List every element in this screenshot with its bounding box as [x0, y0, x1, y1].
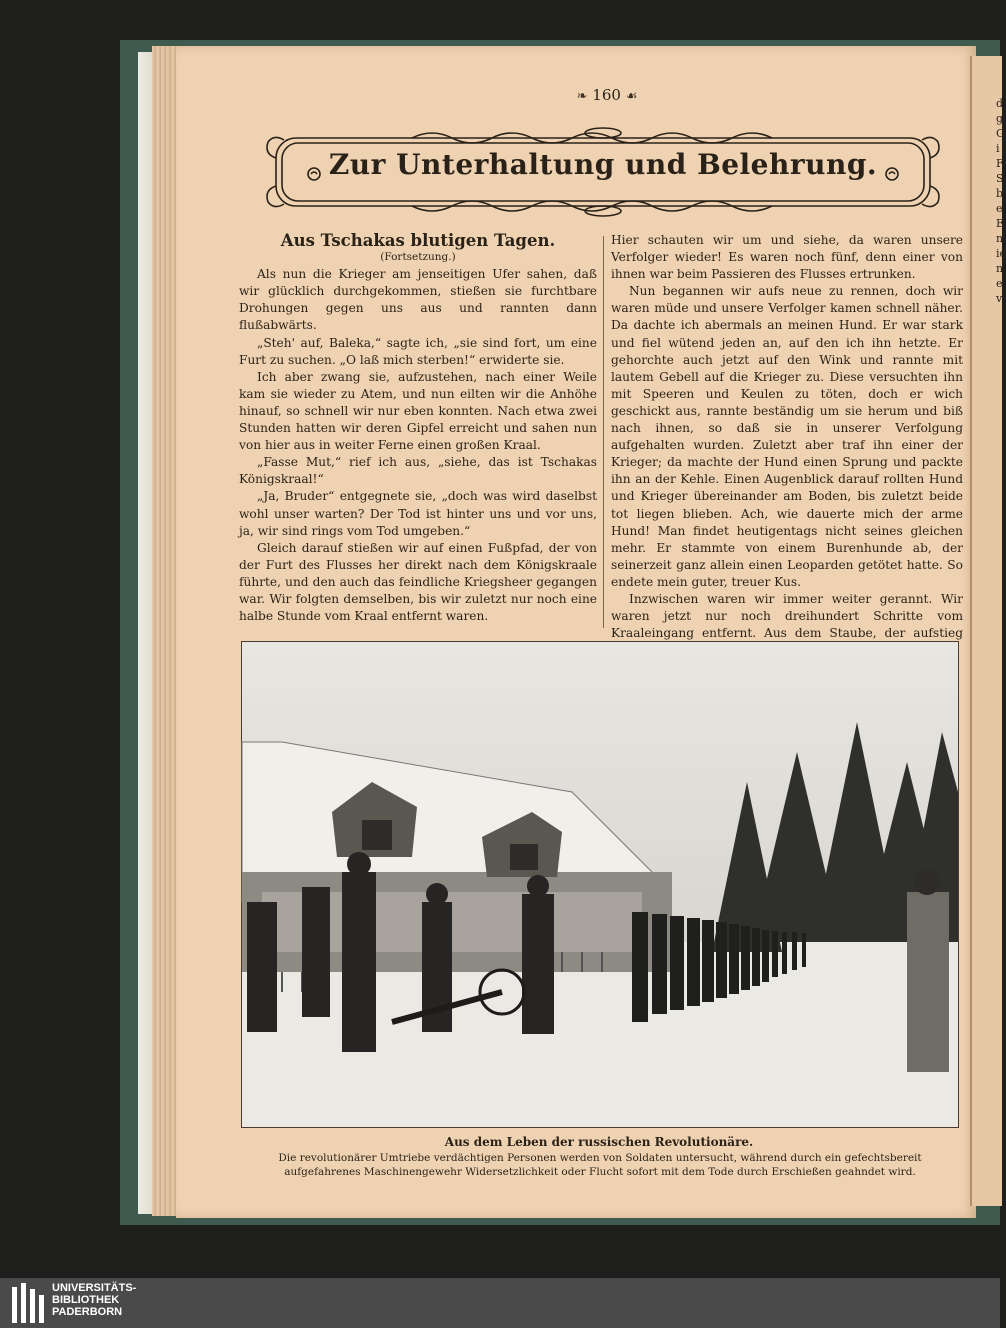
- library-name-line2: BIBLIOTHEK: [52, 1294, 120, 1306]
- caption-text: Die revolutionärer Umtriebe verdächtigen Personen werden von Soldaten untersucht, während durch ein gefechtsbereit aufgefahrenes Maschinengewehr Widersetzlichkeit oder Flucht sofort mit dem Tode durch Erschießen geahndet wird.: [278, 1152, 922, 1178]
- article-column-right: [611, 232, 963, 659]
- next-page-fragment: b: [996, 187, 1004, 200]
- ornament-right-icon: ☙: [625, 89, 638, 104]
- header-banner: [262, 128, 944, 216]
- ornament-left-icon: ❧: [576, 89, 588, 104]
- paragraph: „Ja, Bruder“ entgegnete sie, „doch was wird daselbst wohl unser warten? Der Tod ist hinter uns und vor uns, ja, wir sind rings vom Tod umgeben.“: [239, 489, 597, 538]
- paragraph: Gleich darauf stießen wir auf einen Fußpfad, der von der Furt des Flusses her direkt nach dem Königskraale führte, und den auch das feindliche Kriegsheer gegangen war. Wir folgten demselben, bis wir zuletzt nur noch eine halbe Stunde vom Kraal entfernt waren.: [239, 540, 597, 624]
- paragraph: Nun begannen wir aufs neue zu rennen, doch wir waren müde und unsere Verfolger kamen schnell näher. Da dachte ich abermals an meinen Hund. Er war stark und fiel wütend jeden an, auf den ich ihn hetzte. Er gehorchte auch jetzt auf den Wink und rannte mit lautem Gebell auf die Krieger zu. Diese versuchten ihn mit Speeren und Keulen zu töten, doch er wich geschickt aus, rannte beständig um sie herum und biß nach ihnen, so daß sie in unserer Verfolgung aufgehalten wurden. Zuletzt aber traf ihn einer der Krieger; da machte der Hund einen Sprung und packte ihn an der Kehle. Einen Augenblick darauf rollten Hund und Krieger übereinander am Boden, bis zuletzt beide tot liegen blieben. Ach, wie dauerte mich der arme Hund! Man findet heutigentags nicht seines gleichen mehr. Er stammte von einem Burenhunde ab, der seinerzeit ganz allein einen Leoparden getötet hatte. So endete mein guter, treuer Kus.: [611, 284, 963, 589]
- next-page-fragment: n: [996, 232, 1004, 245]
- next-page-fragment: ie: [996, 247, 1006, 260]
- library-name-line1: UNIVERSITÄTS-: [52, 1282, 137, 1294]
- page-number: 160: [592, 86, 621, 104]
- article-subtitle: (Fortsetzung.): [380, 251, 456, 264]
- paragraph: „Fasse Mut,“ rief ich aus, „siehe, das ist Tschakas Königskraal!“: [239, 455, 597, 487]
- article-column-left: [239, 232, 597, 625]
- column-divider: [603, 236, 604, 628]
- article-title: Aus Tschakas blutigen Tagen.: [280, 231, 556, 250]
- paragraph: Hier schauten wir um und siehe, da waren unsere Verfolger wieder! Es waren noch fünf, denn einer von ihnen war beim Passieren des Flusses ertrunken.: [611, 233, 963, 282]
- next-page-fragment: G: [996, 127, 1005, 140]
- next-page-fragment: e: [996, 202, 1003, 215]
- library-name: [52, 1282, 136, 1318]
- next-page-fragment: F: [996, 157, 1004, 170]
- next-page-fragment: d: [996, 97, 1004, 110]
- caption-title: Aus dem Leben der russischen Revolutionäre.: [444, 1135, 754, 1149]
- photograph: [241, 641, 959, 1128]
- next-page-fragment: S: [996, 172, 1004, 185]
- library-name-line3: PADERBORN: [52, 1306, 123, 1318]
- footer-bar: [0, 1278, 1000, 1328]
- paragraph: Als nun die Krieger am jenseitigen Ufer sahen, daß wir glücklich durchgekommen, stießen sie furchtbare Drohungen gegen uns aus und rannten dann flußabwärts.: [239, 267, 597, 333]
- next-page-edge: [970, 56, 1006, 1206]
- next-page-fragment: e: [996, 277, 1003, 290]
- next-page-fragment: E: [996, 217, 1005, 230]
- next-page-fragment: g: [996, 112, 1004, 125]
- photo-soldiers-winter-icon: [242, 642, 958, 1127]
- paragraph: Ich aber zwang sie, aufzustehen, nach einer Weile kam sie wieder zu Atem, und nun eilten wir die Anhöhe hinauf, so schnell wir nur eben konnten. Nach etwa zwei Stunden hatten wir deren Gipfel erreicht und sahen nun von hier aus in weiter Ferne einen großen Kraal.: [239, 369, 597, 453]
- header-title: Zur Unterhaltung und Belehrung.: [328, 148, 878, 181]
- library-logo-icon: [12, 1283, 46, 1323]
- page-number-row: [552, 86, 662, 104]
- next-page-fragment: n: [996, 262, 1004, 275]
- paragraph: „Steh' auf, Baleka,“ sagte ich, „sie sind fort, um eine Furt zu suchen. „O laß mich sterben!“ erwiderte sie.: [239, 335, 597, 367]
- paragraph: Inzwischen waren wir immer weiter gerannt. Wir waren jetzt nur noch dreihundert Schritte vom Kraaleingang entfernt. Aus dem Staube, der aufstieg: [611, 591, 963, 641]
- next-page-fragment: i: [996, 142, 1000, 155]
- next-page-fragment: v: [996, 292, 1003, 305]
